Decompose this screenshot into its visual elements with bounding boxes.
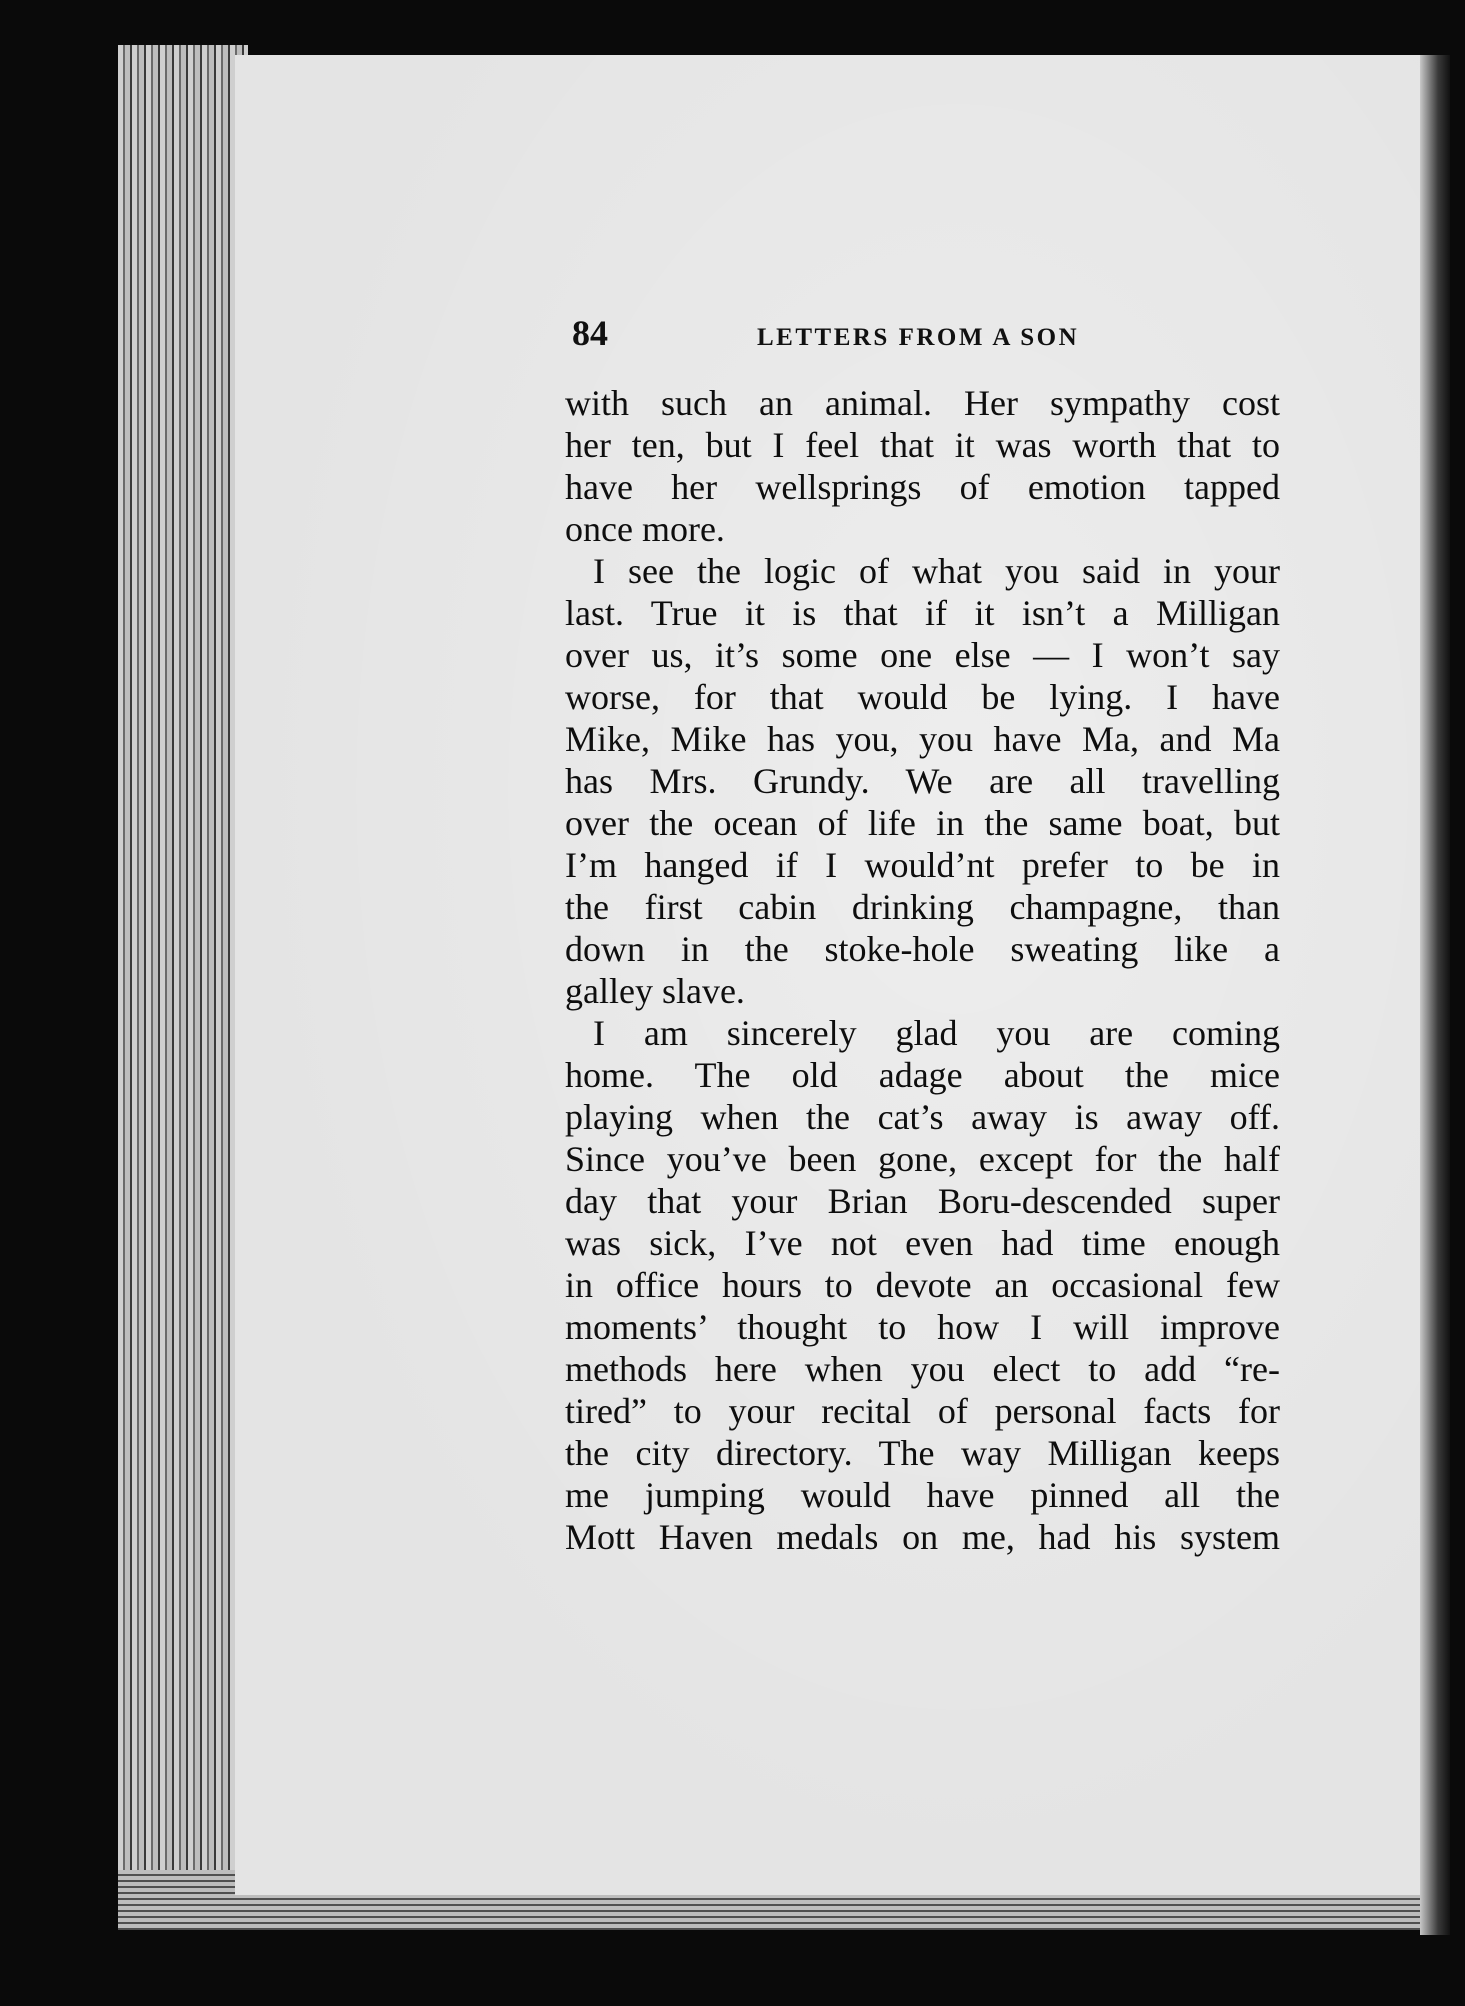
text-line: Mott Haven medals on me, had his system — [565, 1517, 1280, 1557]
running-head-title: LETTERS FROM A SON — [757, 324, 1080, 351]
text-line: tired” to your recital of personal facts for — [565, 1391, 1280, 1431]
text-line: the city directory. The way Milligan keeps — [565, 1433, 1280, 1473]
text-line: her ten, but I feel that it was worth that to — [565, 425, 1280, 465]
text-line: was sick, I’ve not even had time enough — [565, 1223, 1280, 1263]
text-line: playing when the cat’s away is away off. — [565, 1097, 1280, 1137]
text-line: galley slave. — [565, 971, 745, 1011]
text-line: I see the logic of what you said in your — [593, 551, 1280, 591]
text-line: down in the stoke-hole sweating like a — [565, 929, 1280, 969]
text-line: over us, it’s some one else — I won’t say — [565, 635, 1280, 675]
text-line: have her wellsprings of emotion tapped — [565, 467, 1280, 507]
text-line: home. The old adage about the mice — [565, 1055, 1280, 1095]
text-line: Since you’ve been gone, except for the half — [565, 1139, 1280, 1179]
text-line: I am sincerely glad you are coming — [593, 1013, 1280, 1053]
text-line: has Mrs. Grundy. We are all travelling — [565, 761, 1280, 801]
text-line: moments’ thought to how I will improve — [565, 1307, 1280, 1347]
text-line: last. True it is that if it isn’t a Milligan — [565, 593, 1280, 633]
text-line: worse, for that would be lying. I have — [565, 677, 1280, 717]
text-line: over the ocean of life in the same boat, but — [565, 803, 1280, 843]
text-line: I’m hanged if I would’nt prefer to be in — [565, 845, 1280, 885]
text-line: the first cabin drinking champagne, than — [565, 887, 1280, 927]
text-line: day that your Brian Boru-descended super — [565, 1181, 1280, 1221]
text-line: methods here when you elect to add “re- — [565, 1349, 1280, 1389]
text-line: in office hours to devote an occasional few — [565, 1265, 1280, 1305]
page-number: 84 — [572, 313, 608, 353]
text-line: with such an animal. Her sympathy cost — [565, 383, 1280, 423]
text-line: me jumping would have pinned all the — [565, 1475, 1280, 1515]
running-head — [572, 312, 1262, 352]
text-line: once more. — [565, 509, 725, 549]
text-line: Mike, Mike has you, you have Ma, and Ma — [565, 719, 1280, 759]
book-gutter-shadow — [1420, 55, 1450, 1935]
body-text — [565, 382, 1280, 1558]
book-page-edges — [118, 45, 248, 1925]
